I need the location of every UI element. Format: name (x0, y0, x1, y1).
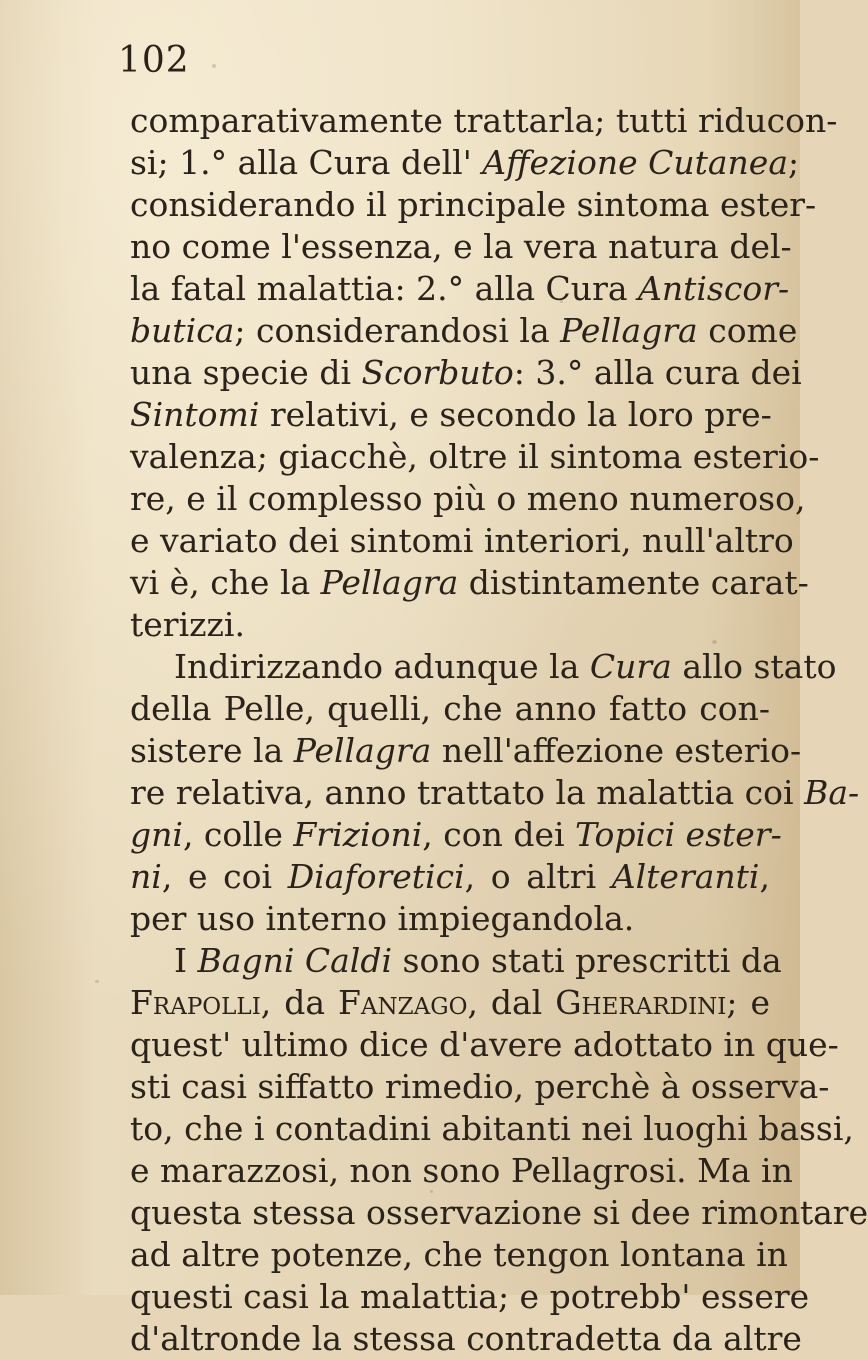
text-line (130, 310, 798, 352)
text-segment: nell'affezione esterio- (431, 731, 802, 770)
text-line (130, 520, 794, 562)
text-segment: come (697, 311, 798, 350)
text-line (130, 1108, 854, 1150)
text-line (130, 562, 809, 604)
text-line (130, 688, 770, 730)
text-segment: ; (788, 143, 800, 182)
italic-term: Bagni Caldi (197, 941, 393, 980)
text-line (130, 772, 860, 814)
italic-term: Ba- (804, 773, 860, 812)
italic-term: Alteranti (611, 857, 760, 896)
text-segment: la fatal malattia: 2.° alla Cura (130, 269, 639, 308)
body-text (130, 100, 868, 1360)
text-segment: d'altronde la stessa contradetta da altre (130, 1319, 802, 1358)
text-segment: sti casi siffatto rimedio, perchè à osserva- (130, 1067, 830, 1106)
italic-term: Pellagra (560, 311, 698, 350)
italic-term: Diaforetici (287, 857, 465, 896)
text-line (130, 268, 790, 310)
paper-speck (212, 64, 216, 68)
text-line (130, 604, 770, 646)
text-segment: per uso interno impiegandola. (130, 899, 635, 938)
italic-term: ni (130, 857, 162, 896)
italic-term: Affezione Cutanea (482, 143, 789, 182)
text-line (130, 352, 802, 394)
text-segment: re relativa, anno trattato la malattia coi (130, 773, 805, 812)
text-segment: sistere la (130, 731, 294, 770)
text-segment: questa stessa osservazione si dee rimontare (130, 1193, 868, 1232)
paper-speck (95, 980, 99, 983)
text-segment: ; considerandosi la (234, 311, 561, 350)
text-segment: considerando il principale sintoma ester- (130, 185, 817, 224)
text-line (130, 940, 782, 982)
text-line (130, 730, 802, 772)
text-segment: , dal (467, 983, 556, 1022)
author-name: Gherardini (555, 983, 727, 1022)
text-segment: allo stato (671, 647, 837, 686)
text-segment: vi è, che la (130, 563, 321, 602)
author-name: Frapolli (130, 983, 261, 1022)
text-segment: distintamente carat- (458, 563, 809, 602)
text-segment: relativi, e secondo la loro pre- (259, 395, 772, 434)
text-line (130, 478, 806, 520)
text-segment: , da (260, 983, 338, 1022)
text-line (130, 1276, 810, 1318)
text-segment: questi casi la malattia; e potrebb' essere (130, 1277, 810, 1316)
text-segment: si; 1.° alla Cura dell' (130, 143, 483, 182)
text-segment: terizzi. (130, 605, 245, 644)
text-segment: to, che i contadini abitanti nei luoghi bassi, (130, 1109, 854, 1148)
text-segment: e variato dei sintomi interiori, null'altro (130, 521, 794, 560)
text-line (130, 814, 782, 856)
text-line (130, 394, 770, 436)
text-line (130, 100, 838, 142)
text-segment: , o altri (464, 857, 612, 896)
text-segment: quest' ultimo dice d'avere adottato in que- (130, 1025, 839, 1064)
text-segment: sono stati prescritti da (392, 941, 782, 980)
page-number: 102 (118, 40, 190, 81)
text-segment: valenza; giacchè, oltre il sintoma esterio- (130, 437, 820, 476)
text-segment: ad altre potenze, che tengon lontana in (130, 1235, 788, 1274)
italic-term: Frizioni (293, 815, 423, 854)
text-line (130, 646, 837, 688)
italic-term: Topici ester- (575, 815, 782, 854)
italic-term: Antiscor- (638, 269, 790, 308)
italic-term: Cura (589, 647, 672, 686)
text-segment: , e coi (161, 857, 288, 896)
text-line (130, 1024, 839, 1066)
text-line (130, 226, 792, 268)
text-line (130, 1234, 788, 1276)
text-line (130, 1192, 868, 1234)
text-segment: re, e il complesso più o meno numeroso, (130, 479, 806, 518)
text-segment: : 3.° alla cura dei (513, 353, 802, 392)
text-segment: Indirizzando adunque la (174, 647, 590, 686)
text-segment: no come l'essenza, e la vera natura del- (130, 227, 792, 266)
italic-term: butica (130, 311, 235, 350)
text-segment: , (759, 857, 770, 896)
text-line (130, 898, 770, 940)
text-line (130, 436, 820, 478)
italic-term: Pellagra (293, 731, 432, 770)
text-line (130, 142, 800, 184)
text-segment: comparativamente trattarla; tutti riducon- (130, 101, 838, 140)
italic-term: Pellagra (320, 563, 459, 602)
text-segment: una specie di (130, 353, 362, 392)
text-line (130, 1066, 830, 1108)
text-line (130, 1150, 793, 1192)
text-segment: della Pelle, quelli, che anno fatto con- (130, 689, 770, 728)
text-segment: , con dei (422, 815, 576, 854)
text-segment: , colle (182, 815, 294, 854)
text-segment: e marazzosi, non sono Pellagrosi. Ma in (130, 1151, 793, 1190)
italic-term: Sintomi (130, 395, 260, 434)
text-segment: ; e (726, 983, 770, 1022)
author-name: Fanzago (337, 983, 468, 1022)
text-line (130, 856, 770, 898)
text-line (130, 1318, 802, 1360)
text-line (130, 982, 770, 1024)
italic-term: Scorbuto (361, 353, 514, 392)
text-line (130, 184, 817, 226)
text-segment: I (174, 941, 198, 980)
italic-term: gni (130, 815, 183, 854)
